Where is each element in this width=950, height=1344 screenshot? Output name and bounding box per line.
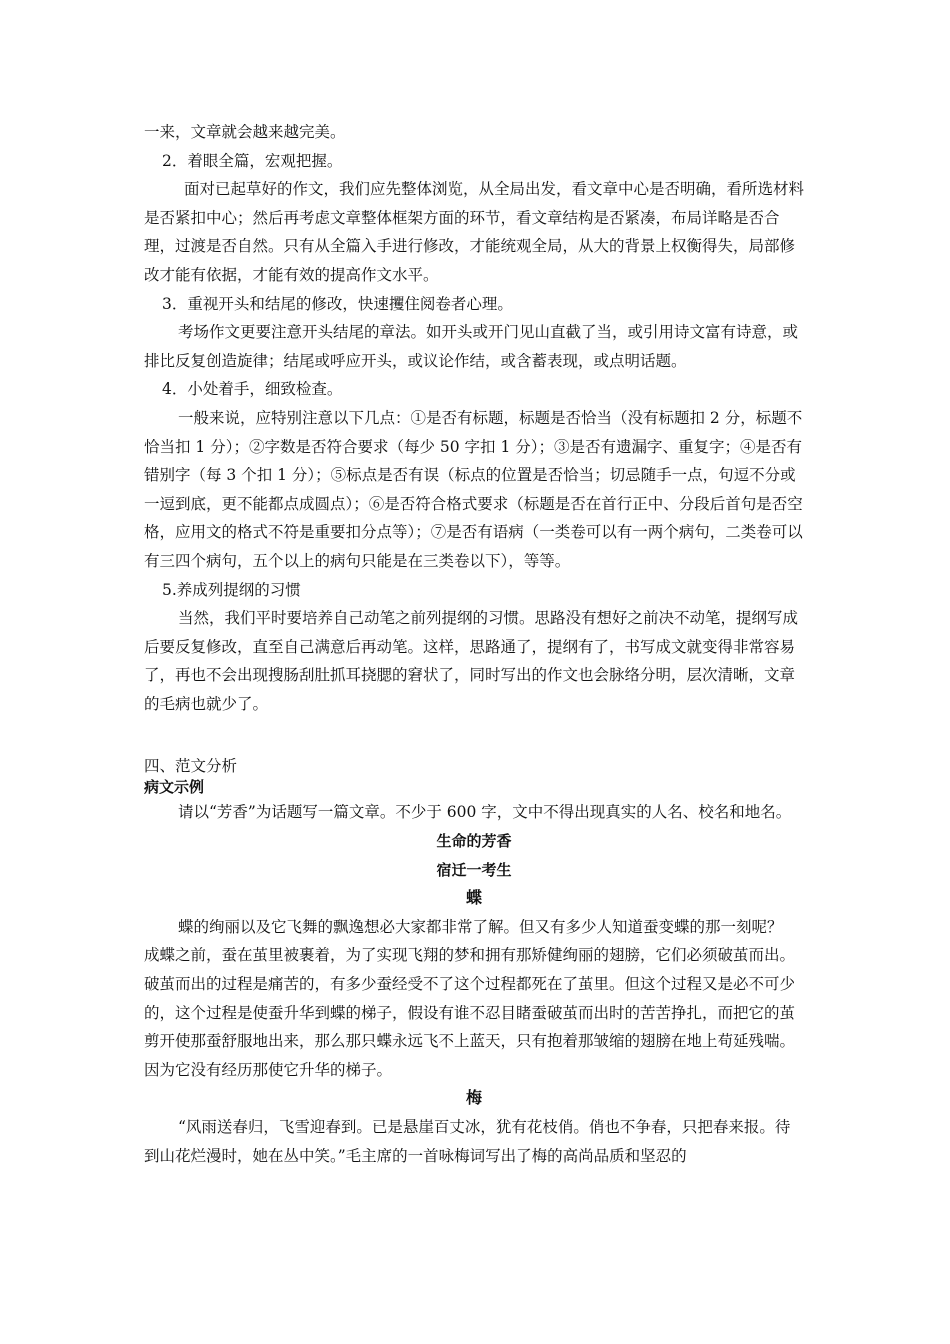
paragraph-4: 一般来说，应特别注意以下几点：①是否有标题，标题是否恰当（没有标题扣 2 分，标题不恰当扣 1 分）；②字数是否符合要求（每少 50 字扣 1 分）；③是否有遗漏字、重复字；④是否有错别字（每 3 个扣 1 分）；⑤标点是否有误（标点的位置是否恰当；切忌随手一点，句逗不分或一逗到底，更不能都点成圆点）；⑥是否符合格式要求（标题是否在首行正中、分段后首句是否空格，应用文的格式不符是重要扣分点等）；⑦是否有语病（一类卷可以有一两个病句，二类卷可以有三四个病句，五个以上的病句只能是在三类卷以下），等等。 bbox=[144, 408, 803, 570]
essay-paragraph-1: 蝶的绚丽以及它飞舞的飘逸想必大家都非常了解。但又有多少人知道蚕变蝶的那一刻呢？ 成蝶之前，蚕在茧里被裹着，为了实现飞翔的梦和拥有那矫健绚丽的翅膀，它们必须破茧而出。破茧而出的过程是痛苦的，有多少蚕经受不了这个过程都死在了茧里。但这个过程又是必不可少的，这个过程是使蚕升华到蝶的梯子，假设有谁不忍目睹蚕破茧而出时的苦苦挣扎，而把它的茧剪开使那蚕舒服地出来，那么那只蝶永远飞不上蓝天，只有抱着那皱缩的翅膀在地上苟延残喘。因为它没有经历那使它升华的梯子。 bbox=[144, 917, 803, 1079]
essay-paragraph-2: “风雨送春归，飞雪迎春到。已是悬崖百丈冰，犹有花枝俏。俏也不争春，只把春来报。待到山花烂漫时，她在丛中笑。”毛主席的一首咏梅词写出了梅的高尚品质和坚忍的 bbox=[144, 1118, 791, 1165]
paragraph-5: 当然，我们平时要培养自己动笔之前列提纲的习惯。思路没有想好之前决不动笔，提纲写成后要反复修改，直至自己满意后再动笔。这样，思路通了，提纲有了，书写成文就变得非常容易了，再也不会出现搜肠刮肚抓耳挠腮的窘状了，同时写出的作文也会脉络分明，层次清晰，文章的毛病也就少了。 bbox=[144, 609, 799, 713]
paragraph-2: 面对已起草好的作文，我们应先整体浏览，从全局出发，看文章中心是否明确，看所选材料是否紧扣中心；然后再考虑文章整体框架方面的环节，看文章结构是否紧凑，布局详略是否合理，过渡是否自然。只有从全篇入手进行修改，才能统观全局，从大的背景上权衡得失，局部修改才能有依据，才能有效的提高作文水平。 bbox=[144, 180, 805, 284]
essay-prompt: 请以“芳香”为话题写一篇文章。不少于 600 字，文中不得出现真实的人名、校名和地名。 bbox=[178, 803, 792, 822]
section-heading: 四、范文分析 bbox=[144, 757, 238, 776]
sample-label: 病文示例 bbox=[144, 778, 205, 797]
essay-author: 宿迁一考生 bbox=[436, 860, 512, 879]
list-item-heading-5: 5.养成列提纲的习惯 bbox=[162, 580, 301, 599]
document-body bbox=[144, 118, 804, 1170]
list-item-heading-4: 4．小处着手，细致检查。 bbox=[162, 380, 343, 399]
essay-subheading-plum: 梅 bbox=[465, 1088, 482, 1108]
paragraph-3: 考场作文更要注意开头结尾的章法。如开头或开门见山直截了当，或引用诗文富有诗意，或排比反复创造旋律；结尾或呼应开头，或议论作结，或含蓄表现，或点明话题。 bbox=[144, 323, 799, 370]
list-item-heading-3: 3．重视开头和结尾的修改，快速攫住阅卷者心理。 bbox=[162, 294, 513, 313]
essay-subheading-butterfly: 蝶 bbox=[465, 888, 482, 908]
essay-title: 生命的芳香 bbox=[436, 832, 512, 851]
list-item-heading-2: 2．着眼全篇，宏观把握。 bbox=[162, 151, 343, 170]
paragraph-continuation: 一来，文章就会越来越完美。 bbox=[144, 123, 346, 141]
